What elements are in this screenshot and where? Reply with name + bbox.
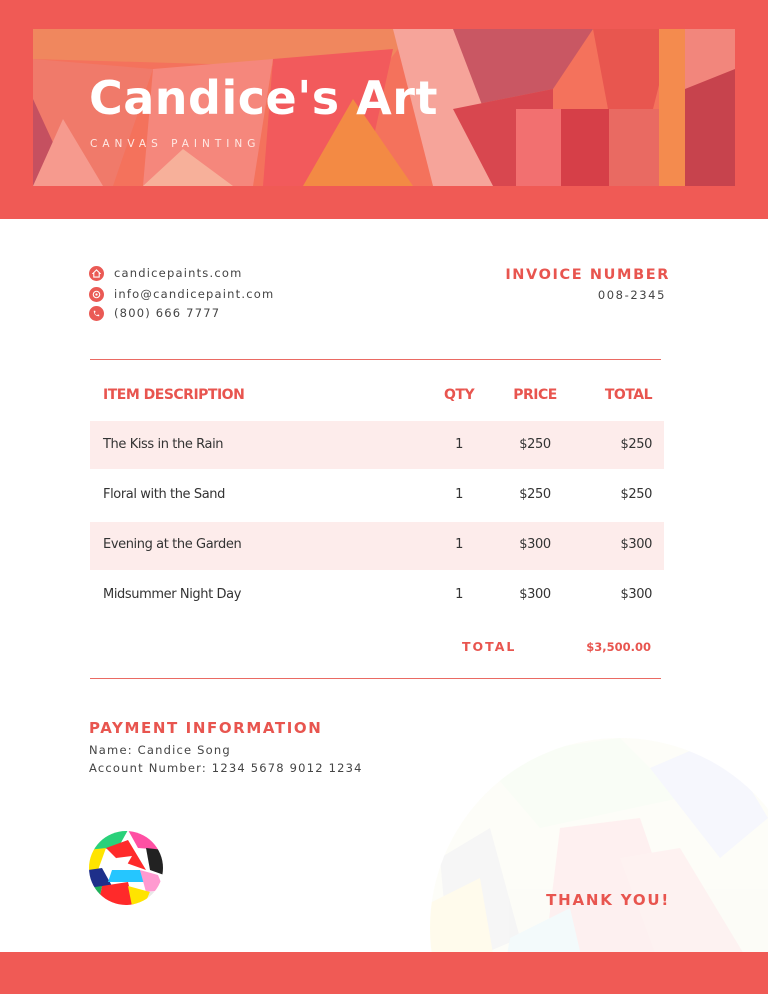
row-qty: 1 bbox=[455, 487, 463, 502]
phone-text: (800) 666 7777 bbox=[114, 306, 221, 320]
table-bottom-divider bbox=[90, 678, 661, 679]
row-price: $250 bbox=[519, 437, 551, 452]
row-description: Midsummer Night Day bbox=[103, 587, 242, 602]
contact-website[interactable] bbox=[89, 264, 243, 282]
invoice-number-label: INVOICE NUMBER bbox=[505, 267, 670, 283]
row-qty: 1 bbox=[455, 537, 463, 552]
row-price: $250 bbox=[519, 487, 551, 502]
header-item-description: ITEM DESCRIPTION bbox=[103, 387, 245, 403]
footer-band bbox=[0, 952, 768, 994]
row-description: Evening at the Garden bbox=[103, 537, 242, 552]
contact-phone[interactable] bbox=[89, 304, 220, 322]
header-price: PRICE bbox=[513, 387, 557, 403]
brand-subtitle: CANVAS PAINTING bbox=[90, 138, 261, 150]
row-description: Floral with the Sand bbox=[103, 487, 225, 502]
row-total: $250 bbox=[620, 437, 652, 452]
table-row bbox=[0, 487, 768, 505]
table-row bbox=[0, 587, 768, 605]
row-qty: 1 bbox=[455, 587, 463, 602]
row-description: The Kiss in the Rain bbox=[103, 437, 224, 452]
payment-name: Name: Candice Song bbox=[89, 743, 231, 757]
header-qty: QTY bbox=[444, 387, 475, 403]
table-row bbox=[0, 437, 768, 455]
row-total: $300 bbox=[620, 537, 652, 552]
header-total: TOTAL bbox=[604, 387, 652, 403]
email-text: info@candicepaint.com bbox=[114, 287, 275, 301]
brand-logo-icon bbox=[88, 830, 164, 906]
grand-total-value: $3,500.00 bbox=[586, 640, 651, 654]
invoice-number-value: 008-2345 bbox=[597, 288, 666, 302]
table-top-divider bbox=[90, 359, 661, 360]
payment-information-heading: PAYMENT INFORMATION bbox=[89, 719, 323, 737]
website-text: candicepaints.com bbox=[114, 266, 243, 280]
home-icon bbox=[89, 266, 104, 281]
row-total: $300 bbox=[620, 587, 652, 602]
row-total: $250 bbox=[620, 487, 652, 502]
row-price: $300 bbox=[519, 587, 551, 602]
row-price: $300 bbox=[519, 537, 551, 552]
contact-email[interactable] bbox=[89, 285, 274, 303]
brand-title: Candice's Art bbox=[89, 71, 438, 125]
row-qty: 1 bbox=[455, 437, 463, 452]
phone-icon bbox=[89, 306, 104, 321]
thank-you-text: THANK YOU! bbox=[546, 891, 670, 909]
payment-account-number: Account Number: 1234 5678 9012 1234 bbox=[89, 761, 363, 775]
table-row bbox=[0, 537, 768, 555]
at-icon bbox=[89, 287, 104, 302]
grand-total-label: TOTAL bbox=[462, 639, 517, 654]
